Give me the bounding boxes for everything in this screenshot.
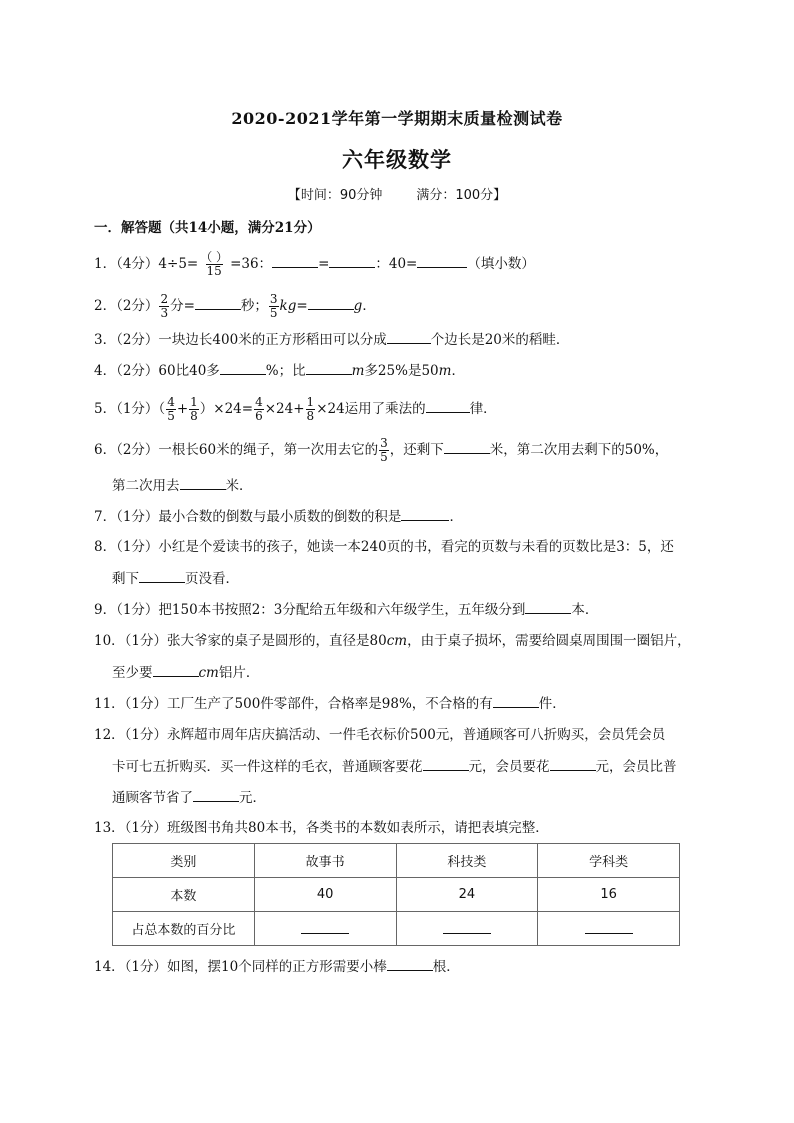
question-1: 1．（4分）4÷5= $\frac{( )}{15}$ =36： = ：40= （填小数） [94, 250, 535, 278]
answer-blank[interactable] [417, 253, 467, 268]
table-header-cell: 类别 [113, 844, 255, 878]
question-10-line2: 至少要 cm铝片． [112, 662, 259, 683]
subject-title: 六年级数学 [342, 147, 452, 172]
score-info: 满分：100分】 [416, 188, 507, 203]
answer-blank[interactable] [139, 568, 185, 583]
fraction: $\frac{( )}{15}$ [200, 250, 229, 278]
answer-blank[interactable] [387, 329, 431, 344]
book-category-table [112, 843, 680, 946]
answer-blank[interactable] [387, 956, 433, 971]
fraction: $\frac{1}{8}$ [190, 395, 198, 423]
table-row-label: 本数 [113, 878, 255, 912]
question-7: 7．（1分）最小合数的倒数与最小质数的倒数的积是 ． [94, 506, 463, 527]
answer-blank[interactable] [443, 919, 491, 934]
question-5: 5．（1分）（ $\frac{4}{5}$ + $\frac{1}{8}$ ）×24= $\frac{4}{6}$ ×24+ $\frac{1}{8}$ ×24运用了乘法的 律． [94, 395, 497, 423]
table-header-cell: 学科类 [538, 844, 680, 878]
fraction: $\frac{1}{8}$ [306, 395, 315, 423]
answer-blank[interactable] [272, 253, 318, 268]
question-4: 4．（2分）60比40多 %；比 m多25%是50m． [94, 360, 465, 381]
answer-blank[interactable] [444, 439, 490, 454]
exam-info [0, 184, 794, 203]
question-13: 13．（1分）班级图书角共80本书，各类书的本数如表所示，请把表填完整． [94, 820, 549, 836]
exam-title: 2020-2021学年第一学期期末质量检测试卷 [231, 109, 563, 128]
question-12-line2: 卡可七五折购买．买一件这样的毛衣，普通顾客要花 元，会员要花 元，会员比普 [112, 756, 677, 777]
question-9: 9．（1分）把150本书按照2：3分配给五年级和六年级学生，五年级分到 本． [94, 599, 598, 620]
fraction: $\frac{4}{5}$ [167, 395, 175, 423]
answer-blank[interactable] [180, 475, 226, 490]
question-6: 6．（2分）一根长60米的绳子，第一次用去它的 $\frac{3}{5}$ ，还剩下 米，第二次用去剩下的50%， [94, 436, 669, 464]
table-row-label: 占总本数的百分比 [113, 912, 255, 946]
table-header-cell: 科技类 [396, 844, 538, 878]
fraction: $\frac{3}{5}$ [269, 292, 278, 320]
answer-blank[interactable] [423, 756, 469, 771]
question-6-line2: 第二次用去 米． [112, 475, 253, 496]
answer-blank[interactable] [220, 360, 266, 375]
fraction: $\frac{4}{6}$ [255, 395, 263, 423]
table-cell [538, 912, 680, 946]
answer-blank[interactable] [426, 398, 470, 413]
question-12: 12．（1分）永辉超市周年店庆搞活动、一件毛衣标价500元，普通顾客可八折购买，会员凭会员 [94, 727, 666, 743]
answer-blank[interactable] [525, 599, 571, 614]
table-row [113, 878, 680, 912]
fraction: $\frac{2}{3}$ [160, 292, 169, 320]
answer-blank[interactable] [153, 662, 199, 677]
table-header-row [113, 844, 680, 878]
answer-blank[interactable] [301, 919, 349, 934]
fraction: $\frac{3}{5}$ [380, 436, 388, 464]
question-8: 8．（1分）小红是个爱读书的孩子，她读一本240页的书，看完的页数与未看的页数比是3：5，还 [94, 539, 674, 555]
answer-blank[interactable] [401, 506, 449, 521]
time-info: 【时间：90分钟 [287, 188, 383, 203]
table-cell: 40 [254, 878, 396, 912]
table-row [113, 912, 680, 946]
answer-blank[interactable] [329, 253, 375, 268]
answer-blank[interactable] [195, 295, 241, 310]
answer-blank[interactable] [585, 919, 633, 934]
table-cell: 16 [538, 878, 680, 912]
answer-blank[interactable] [306, 360, 352, 375]
answer-blank[interactable] [308, 295, 354, 310]
table-cell [254, 912, 396, 946]
question-3: 3．（2分）一块边长400米的正方形稻田可以分成 个边长是20米的稻畦． [94, 329, 569, 350]
question-12-line3: 通顾客节省了 元． [112, 787, 266, 808]
question-2: 2．（2分） $\frac{2}{3}$ 分= 秒； $\frac{3}{5}$ kg= g． [94, 292, 376, 320]
table-cell [396, 912, 538, 946]
answer-blank[interactable] [193, 787, 239, 802]
answer-blank[interactable] [493, 693, 539, 708]
answer-blank[interactable] [550, 756, 596, 771]
section-title: 一．解答题（共14小题，满分21分） [94, 220, 321, 236]
question-14: 14．（1分）如图，摆10个同样的正方形需要小棒 根． [94, 956, 460, 977]
question-11: 11．（1分）工厂生产了500件零部件，合格率是98%，不合格的有 件． [94, 693, 566, 714]
table-header-cell: 故事书 [254, 844, 396, 878]
question-8-line2: 剩下 页没看． [112, 568, 239, 589]
question-10: 10．（1分）张大爷家的桌子是圆形的，直径是80cm，由于桌子损坏，需要给圆桌周围围一圈铝片， [94, 633, 691, 649]
table-cell: 24 [396, 878, 538, 912]
